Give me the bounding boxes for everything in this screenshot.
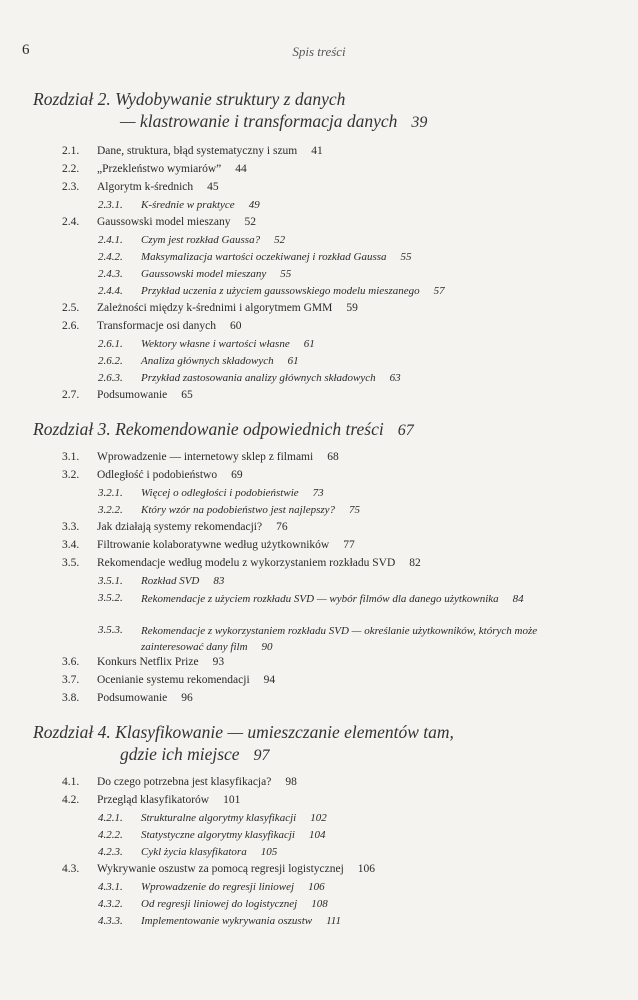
entry-title-text: Dane, struktura, błąd systematyczny i szum (97, 145, 298, 157)
entry-page: 83 (213, 575, 225, 587)
toc-subsection-entry (0, 231, 638, 248)
entry-title (97, 862, 375, 876)
entry-title-text: Podsumowanie (97, 389, 168, 401)
toc-subsection-entry (0, 843, 638, 860)
entry-page: 55 (400, 251, 412, 263)
entry-title (97, 793, 240, 807)
entry-title (141, 198, 260, 212)
entry-title (141, 914, 341, 928)
toc-section-entry (0, 773, 638, 791)
chapter-title: Rozdział 4. Klasyfikowanie — umieszczanie elementów tam, (33, 722, 454, 742)
entry-title (97, 319, 242, 333)
entry-title (141, 828, 325, 842)
entry-page: 65 (181, 389, 193, 401)
entry-number: 3.5.3. (98, 624, 123, 636)
entry-title (97, 162, 247, 176)
entry-title (97, 301, 358, 315)
entry-number: 2.4.2. (98, 251, 123, 263)
entry-title-text: Który wzór na podobieństwo jest najlepszy? (141, 504, 336, 516)
entry-page: 55 (280, 268, 292, 280)
entry-title-text: Implementowanie wykrywania oszustw (141, 915, 313, 927)
entry-number: 2.1. (62, 145, 80, 157)
table-of-contents (0, 80, 638, 929)
entry-number: 2.5. (62, 302, 80, 314)
entry-page: 77 (343, 539, 355, 551)
entry-title (97, 673, 275, 687)
toc-section-entry (0, 518, 638, 536)
entry-title (141, 845, 277, 859)
entry-number: 2.6. (62, 320, 80, 332)
entry-number: 3.5. (62, 557, 80, 569)
entry-page: 73 (312, 487, 324, 499)
entry-title (141, 284, 445, 298)
entry-page: 101 (223, 794, 241, 806)
entry-title-text: Jak działają systemy rekomendacji? (97, 521, 263, 533)
entry-number: 2.2. (62, 163, 80, 175)
entry-title-text: Strukturalne algorytmy klasyfikacji (141, 812, 297, 824)
chapter-page: 67 (397, 422, 414, 439)
entry-title-text: Rekomendacje według modelu z wykorzystaniem rozkładu SVD (97, 557, 396, 569)
entry-number: 3.2.1. (98, 487, 123, 499)
entry-number: 3.2.2. (98, 504, 123, 516)
entry-page: 90 (261, 641, 273, 653)
entry-number: 4.3.2. (98, 898, 123, 910)
entry-title (141, 233, 285, 247)
entry-title-text: Przykład uczenia z użyciem gaussowskiego modelu mieszanego (141, 285, 420, 297)
entry-page: 63 (389, 372, 401, 384)
toc-subsection-entry (0, 352, 638, 369)
entry-number: 2.6.2. (98, 355, 123, 367)
entry-number: 2.4.3. (98, 268, 123, 280)
entry-title-text: Czym jest rozkład Gaussa? (141, 234, 261, 246)
entry-title-text: Wykrywanie oszustw za pomocą regresji logistycznej (97, 863, 344, 875)
entry-title-text: Statystyczne algorytmy klasyfikacji (141, 829, 295, 841)
toc-section-entry (0, 689, 638, 707)
entry-title (97, 691, 193, 705)
entry-number: 2.3.1. (98, 199, 123, 211)
toc-section-entry (0, 299, 638, 317)
entry-title-text: „Przekleństwo wymiarów” (97, 163, 222, 175)
entry-number: 4.3. (62, 863, 80, 875)
entry-page: 60 (230, 320, 242, 332)
entry-title (97, 468, 243, 482)
entry-page: 108 (311, 898, 328, 910)
toc-subsection-entry (0, 809, 638, 826)
entry-title (141, 354, 299, 368)
entry-title-text: Zależności między k-średnimi i algorytmem GMM (97, 302, 333, 314)
entry-title (97, 520, 288, 534)
entry-page: 61 (287, 355, 299, 367)
entry-page: 57 (433, 285, 445, 297)
entry-title (141, 574, 224, 588)
entry-number: 4.2.3. (98, 846, 123, 858)
entry-number: 2.7. (62, 389, 80, 401)
entry-page: 94 (263, 674, 276, 686)
entry-title (97, 180, 219, 194)
entry-page: 111 (326, 915, 341, 927)
entry-title (97, 775, 297, 789)
entry-page: 75 (349, 504, 361, 516)
entry-page: 44 (235, 163, 247, 175)
entry-title (141, 250, 412, 264)
entry-title-text: Rekomendacje z użyciem rozkładu SVD — wybór filmów dla danego użytkownika (141, 593, 499, 605)
chapter-page: 39 (411, 114, 428, 131)
chapter-heading (33, 88, 593, 134)
entry-title-text: Do czego potrzebna jest klasyfikacja? (97, 776, 272, 788)
entry-page: 41 (311, 145, 323, 157)
entry-title-text: Gaussowski model mieszany (97, 216, 231, 228)
toc-subsection-entry (0, 265, 638, 282)
chapter-page: 97 (253, 747, 270, 764)
entry-number: 2.6.3. (98, 372, 123, 384)
entry-page: 105 (260, 846, 278, 858)
entry-title (141, 486, 324, 500)
chapter-title-cont: — klastrowanie i transformacja danych (120, 111, 398, 131)
entry-number: 2.4.1. (98, 234, 123, 246)
chapter-title: Rozdział 2. Wydobywanie struktury z danych (33, 89, 346, 109)
entry-page: 68 (327, 451, 339, 463)
entry-number: 2.6.1. (98, 338, 123, 350)
entry-title-text: Rekomendacje z wykorzystaniem rozkładu SVD — określanie użytkowników, których może zainteresować dany film (141, 625, 538, 653)
entry-number: 2.4. (62, 216, 80, 228)
toc-subsection-entry (0, 912, 638, 929)
toc-section-entry (0, 466, 638, 484)
entry-page: 76 (276, 521, 288, 533)
entry-title-text: Ocenianie systemu rekomendacji (97, 674, 250, 686)
entry-number: 4.3.1. (98, 881, 123, 893)
toc-subsection-entry (0, 369, 638, 386)
entry-title-text: Od regresji liniowej do logistycznej (141, 898, 298, 910)
toc-section-entry (0, 671, 638, 689)
entry-page: 61 (303, 338, 315, 350)
entry-title (141, 897, 328, 911)
toc-section-entry (0, 213, 638, 231)
toc-section-entry (0, 160, 638, 178)
page-number: 6 (22, 42, 30, 58)
entry-title-text: Konkurs Netflix Prize (97, 656, 199, 668)
entry-page: 82 (409, 557, 421, 569)
entry-title-text: Odległość i podobieństwo (97, 469, 218, 481)
entry-title-text: Przykład zastosowania analizy głównych składowych (141, 372, 376, 384)
toc-section-entry (0, 142, 638, 160)
entry-title (141, 503, 360, 517)
toc-section-entry (0, 386, 638, 404)
entry-number: 3.2. (62, 469, 80, 481)
entry-number: 3.6. (62, 656, 80, 668)
entry-title-text: Cykl życia klasyfikatora (141, 846, 247, 858)
entry-number: 2.3. (62, 181, 80, 193)
entry-page: 106 (308, 881, 325, 893)
toc-section-entry (0, 317, 638, 335)
entry-page: 84 (512, 593, 524, 605)
entry-title (97, 538, 355, 552)
toc-subsection-entry (0, 248, 638, 265)
entry-number: 3.7. (62, 674, 80, 686)
entry-page: 96 (181, 692, 193, 704)
entry-page: 98 (285, 776, 297, 788)
toc-subsection-entry (0, 335, 638, 352)
entry-title-text: Transformacje osi danych (97, 320, 217, 332)
entry-number: 4.2. (62, 794, 80, 806)
chapter-title-cont: gdzie ich miejsce (120, 744, 240, 764)
toc-section-entry (0, 178, 638, 196)
entry-title-text: Gaussowski model mieszany (141, 268, 267, 280)
entry-number: 4.1. (62, 776, 80, 788)
toc-subsection-entry (0, 826, 638, 843)
entry-title (97, 450, 339, 464)
entry-number: 3.5.2. (98, 592, 123, 604)
entry-number: 3.8. (62, 692, 80, 704)
entry-title-text: Algorytm k-średnich (97, 181, 194, 193)
entry-title-text: Filtrowanie kolaboratywne według użytkowników (97, 539, 330, 551)
entry-number: 4.2.2. (98, 829, 123, 841)
entry-number: 3.4. (62, 539, 80, 551)
toc-section-entry (0, 536, 638, 554)
entry-title (141, 371, 401, 385)
entry-page: 52 (274, 234, 286, 246)
toc-subsection-entry (0, 621, 638, 653)
entry-title-text: Wprowadzenie — internetowy sklep z filmami (97, 451, 314, 463)
entry-title-text: Więcej o odległości i podobieństwie (141, 487, 299, 499)
entry-page: 104 (308, 829, 326, 841)
toc-subsection-entry (0, 501, 638, 518)
toc-subsection-entry (0, 282, 638, 299)
entry-title-text: Maksymalizacja wartości oczekiwanej i rozkład Gaussa (141, 251, 387, 263)
entry-page: 49 (248, 199, 260, 211)
entry-title (97, 556, 421, 570)
entry-title-text: Przegląd klasyfikatorów (97, 794, 210, 806)
toc-section-entry (0, 554, 638, 572)
entry-title-text: Wektory własne i wartości własne (141, 338, 290, 350)
entry-title (141, 337, 315, 351)
toc-section-entry (0, 791, 638, 809)
chapter-heading (33, 418, 593, 442)
entry-title (97, 388, 193, 402)
entry-page: 102 (310, 812, 327, 824)
toc-section-entry (0, 448, 638, 466)
entry-number: 4.2.1. (98, 812, 123, 824)
entry-title (97, 655, 224, 669)
toc-section-entry (0, 653, 638, 671)
toc-subsection-entry (0, 196, 638, 213)
entry-title (141, 811, 327, 825)
entry-title-text: Podsumowanie (97, 692, 168, 704)
entry-page: 106 (357, 863, 376, 875)
entry-title (97, 144, 323, 158)
chapter-title: Rozdział 3. Rekomendowanie odpowiednich treści (33, 419, 384, 439)
entry-title (141, 623, 596, 655)
entry-page: 69 (231, 469, 243, 481)
toc-section-entry (0, 860, 638, 878)
entry-number: 4.3.3. (98, 915, 123, 927)
entry-title-text: Rozkład SVD (141, 575, 200, 587)
running-title: Spis treści (292, 44, 346, 59)
entry-page: 45 (207, 181, 219, 193)
chapter-heading (33, 721, 593, 767)
entry-title-text: Wprowadzenie do regresji liniowej (141, 881, 295, 893)
entry-title (141, 591, 596, 607)
entry-page: 59 (346, 302, 358, 314)
entry-page: 52 (244, 216, 257, 228)
toc-subsection-entry (0, 484, 638, 501)
entry-title-text: K-średnie w praktyce (141, 199, 235, 211)
toc-subsection-entry (0, 895, 638, 912)
entry-title (141, 267, 291, 281)
toc-subsection-entry (0, 589, 638, 621)
entry-title (97, 215, 256, 229)
entry-page: 93 (212, 656, 225, 668)
entry-number: 3.3. (62, 521, 80, 533)
entry-number: 3.5.1. (98, 575, 123, 587)
entry-number: 3.1. (62, 451, 80, 463)
entry-title (141, 880, 325, 894)
entry-title-text: Analiza głównych składowych (141, 355, 274, 367)
toc-subsection-entry (0, 878, 638, 895)
entry-number: 2.4.4. (98, 285, 123, 297)
toc-subsection-entry (0, 572, 638, 589)
